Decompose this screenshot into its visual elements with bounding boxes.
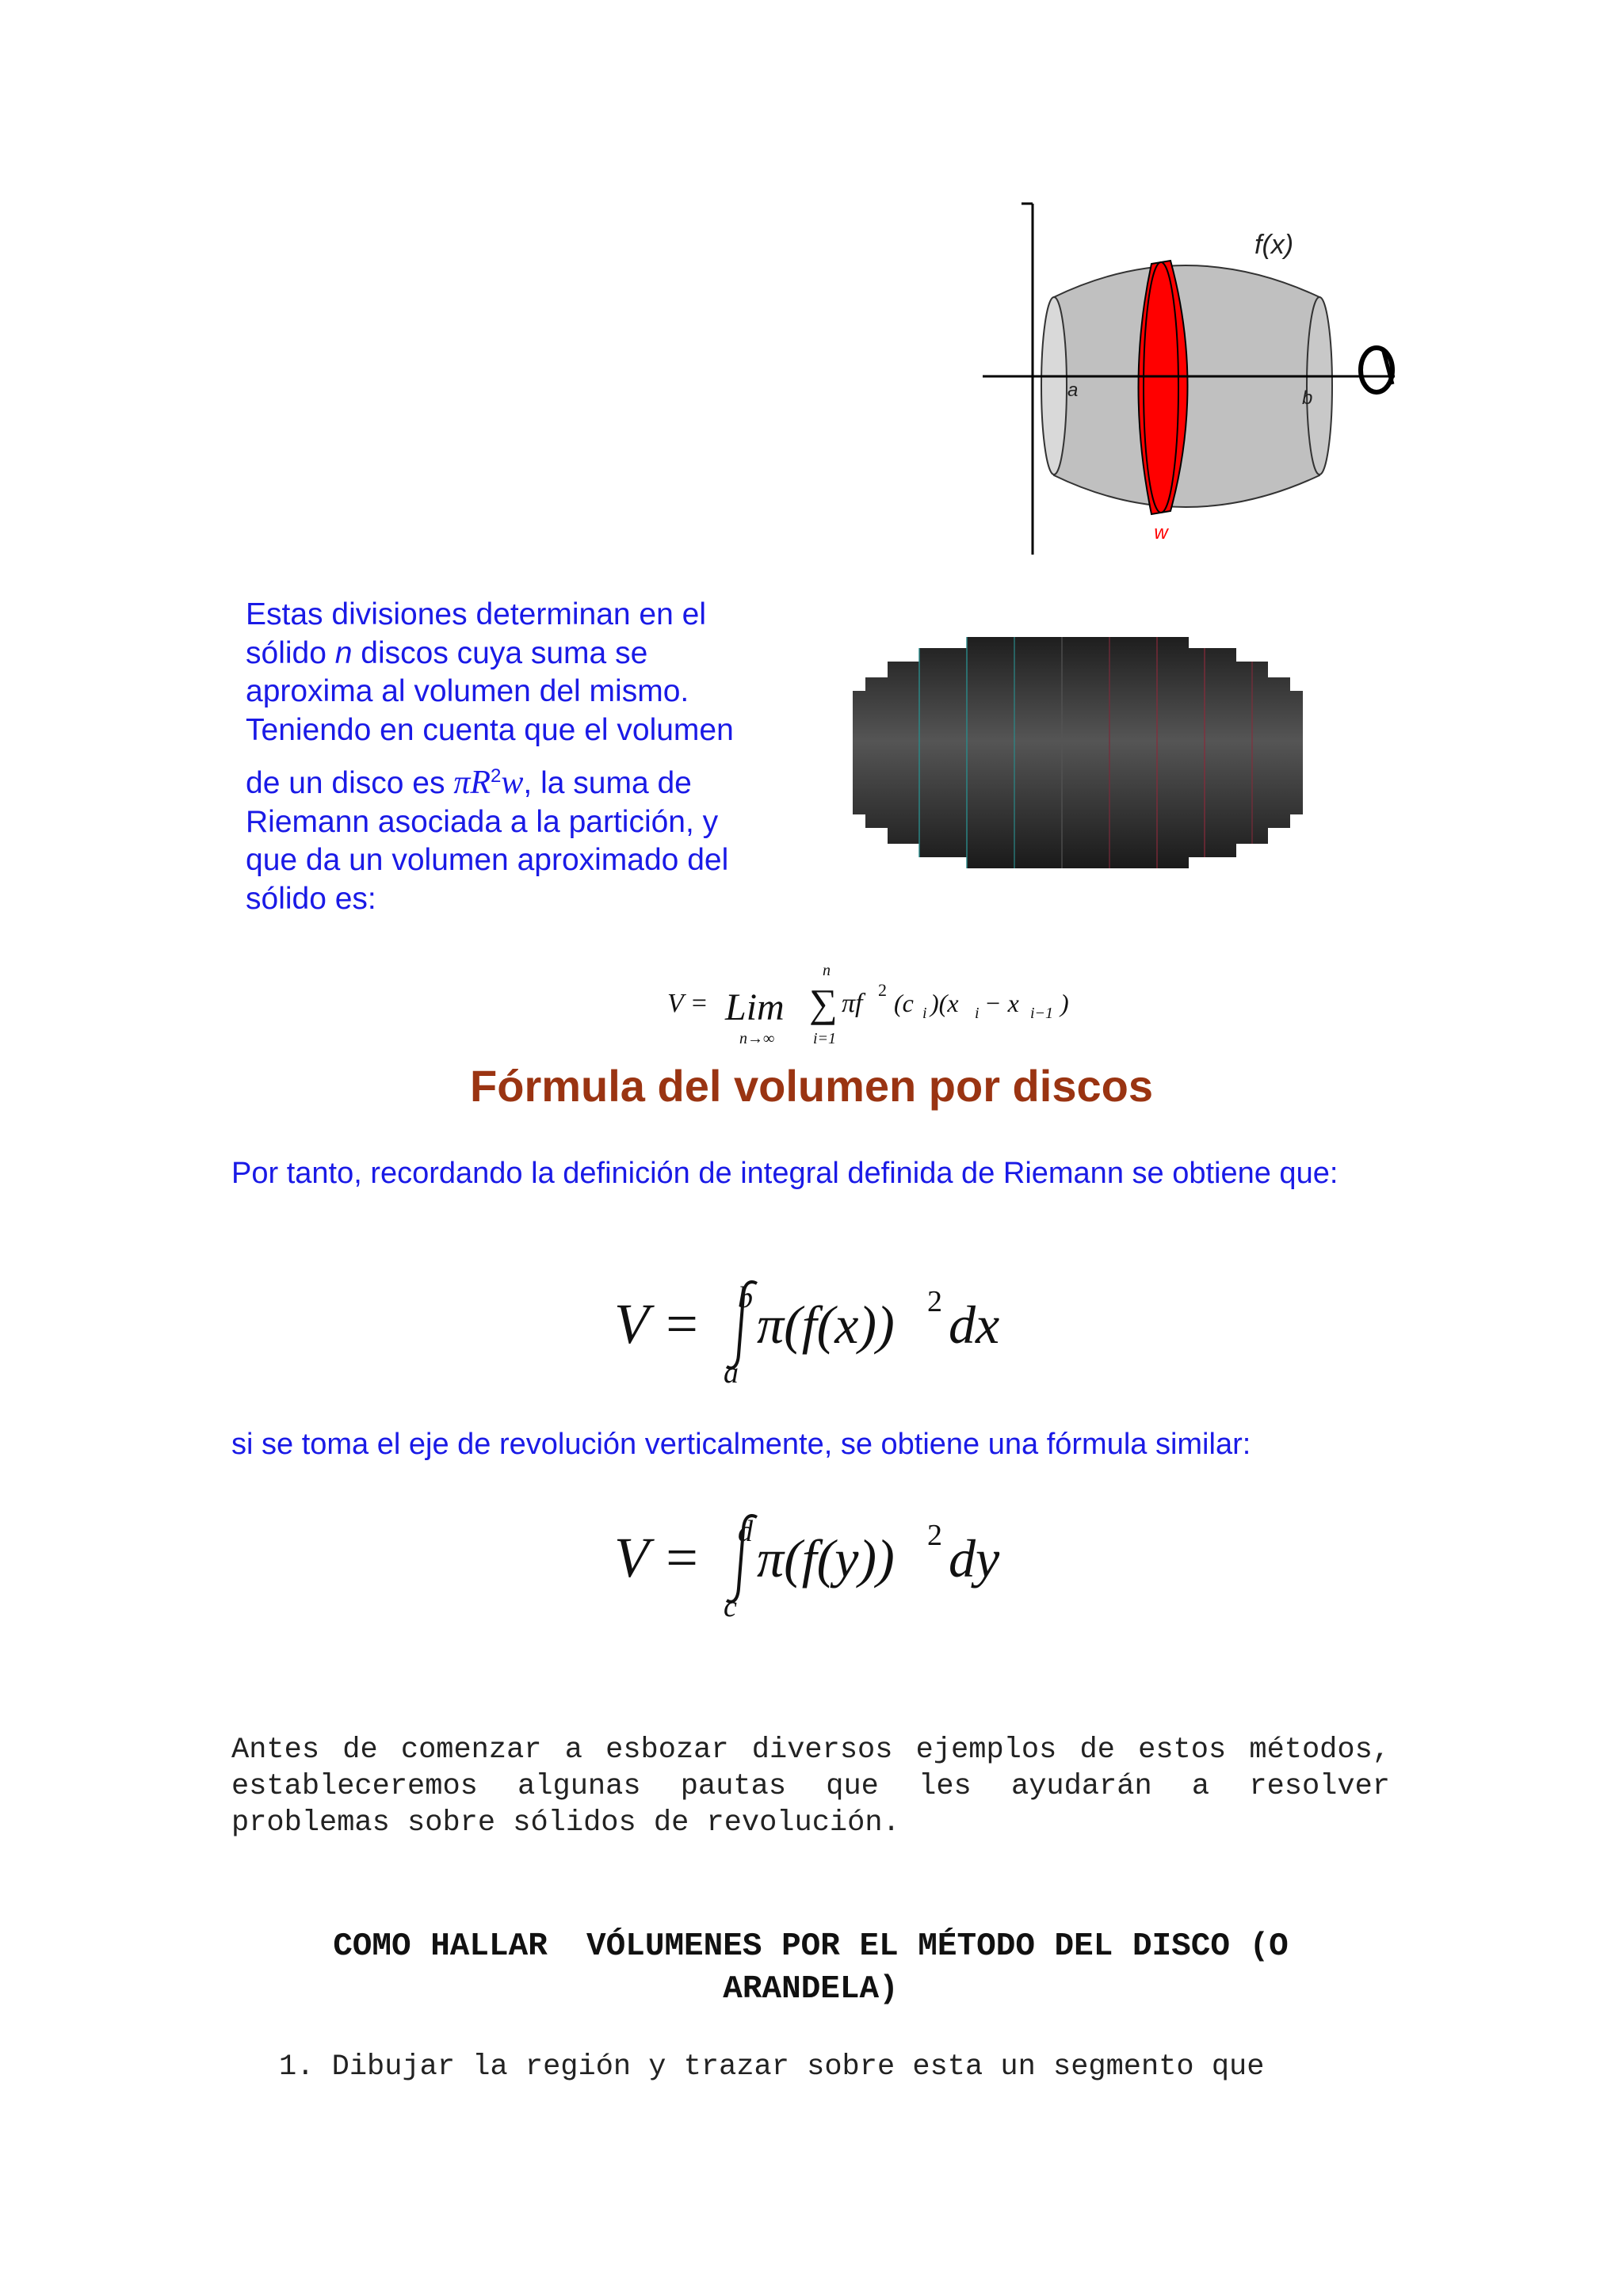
- disk-stack-body: [853, 637, 1303, 868]
- svg-text:2: 2: [878, 980, 887, 1000]
- intro-line: Teniendo en cuenta que el volumen: [246, 712, 734, 747]
- riemann-sum-formula: [658, 955, 1102, 1058]
- intro-line: Estas divisiones determinan en el: [246, 597, 706, 631]
- svg-text:V =: V =: [614, 1526, 701, 1589]
- disk-method-heading: [231, 1925, 1390, 2011]
- list-number: 1.: [279, 2050, 315, 2084]
- svg-text:πf: πf: [842, 989, 863, 1018]
- svg-text:V =: V =: [614, 1292, 701, 1356]
- right-end-face: [1307, 297, 1332, 475]
- label-w: w: [1154, 522, 1168, 543]
- intro-line: sólido es:: [246, 881, 376, 916]
- svg-text:π(f(x)): π(f(x)): [757, 1295, 895, 1355]
- svg-text:∑: ∑: [809, 981, 838, 1025]
- guidelines-paragraph: Antes de comenzar a esbozar diversos ejemplos de estos métodos, estableceremos algunas pautas que les ayudarán a resolver problemas sobre sólidos de revolución.: [231, 1733, 1390, 1840]
- intro-line: sólido n discos cuya suma se: [246, 635, 648, 670]
- svg-text:2: 2: [927, 1519, 942, 1552]
- svg-text:i−1: i−1: [1030, 1005, 1054, 1022]
- heading-line: COMO HALLAR VÓLUMENES POR EL MÉTODO DEL DISCO (O: [333, 1928, 1289, 1965]
- volume-formula-dy: [606, 1501, 1050, 1620]
- list-item: [279, 2049, 1404, 2085]
- heading-line: ARANDELA): [723, 1971, 899, 2008]
- label-b: b: [1302, 387, 1313, 409]
- curve-label: f(x): [1254, 230, 1294, 260]
- svg-text:i=1: i=1: [813, 1030, 837, 1047]
- disk-volume-formula: πR: [453, 765, 491, 801]
- svg-text:Lim: Lim: [725, 986, 785, 1028]
- svg-text:)(x: )(x: [930, 989, 959, 1017]
- svg-text:V =: V =: [667, 989, 708, 1018]
- intro-line: Riemann asociada a la partición, y: [246, 804, 719, 839]
- intro-paragraph: [246, 596, 792, 918]
- solid-revolution-figure: [971, 194, 1403, 559]
- svg-text:i: i: [922, 1005, 927, 1022]
- left-end-face: [1041, 297, 1067, 475]
- svg-text:(c: (c: [894, 989, 914, 1017]
- svg-text:): ): [1060, 989, 1069, 1017]
- svg-text:π(f(y)): π(f(y)): [757, 1528, 895, 1589]
- svg-text:i: i: [975, 1005, 980, 1022]
- section-title: Fórmula del volumen por discos: [470, 1061, 1153, 1111]
- svg-text:n→∞: n→∞: [739, 1030, 775, 1047]
- svg-text:2: 2: [927, 1285, 942, 1318]
- vertical-axis-paragraph: si se toma el eje de revolución verticalmente, se obtiene una fórmula similar:: [231, 1428, 1251, 1461]
- svg-text:a: a: [724, 1356, 739, 1386]
- svg-text:dx: dx: [949, 1295, 1000, 1355]
- svg-text:d: d: [738, 1515, 753, 1548]
- list-text: Dibujar la región y trazar sobre esta un segmento que: [331, 2050, 1265, 2084]
- label-a: a: [1067, 379, 1079, 401]
- intro-n: n: [334, 635, 353, 670]
- svg-text:b: b: [738, 1281, 753, 1314]
- volume-formula-dx: [606, 1268, 1050, 1386]
- intro-line: de un disco es $\pi R^2w$, la suma de: [246, 765, 692, 801]
- svg-text:c: c: [724, 1590, 737, 1620]
- riemann-paragraph: Por tanto, recordando la definición de integral definida de Riemann se obtiene que:: [231, 1157, 1338, 1190]
- svg-text:− x: − x: [984, 989, 1019, 1017]
- intro-line: que da un volumen aproximado del: [246, 843, 729, 877]
- stacked-disks-image: [840, 602, 1316, 903]
- solid-revolution-svg: [971, 194, 1403, 559]
- intro-line: aproxima al volumen del mismo.: [246, 674, 689, 708]
- svg-text:dy: dy: [949, 1528, 1000, 1589]
- svg-text:n: n: [823, 962, 831, 979]
